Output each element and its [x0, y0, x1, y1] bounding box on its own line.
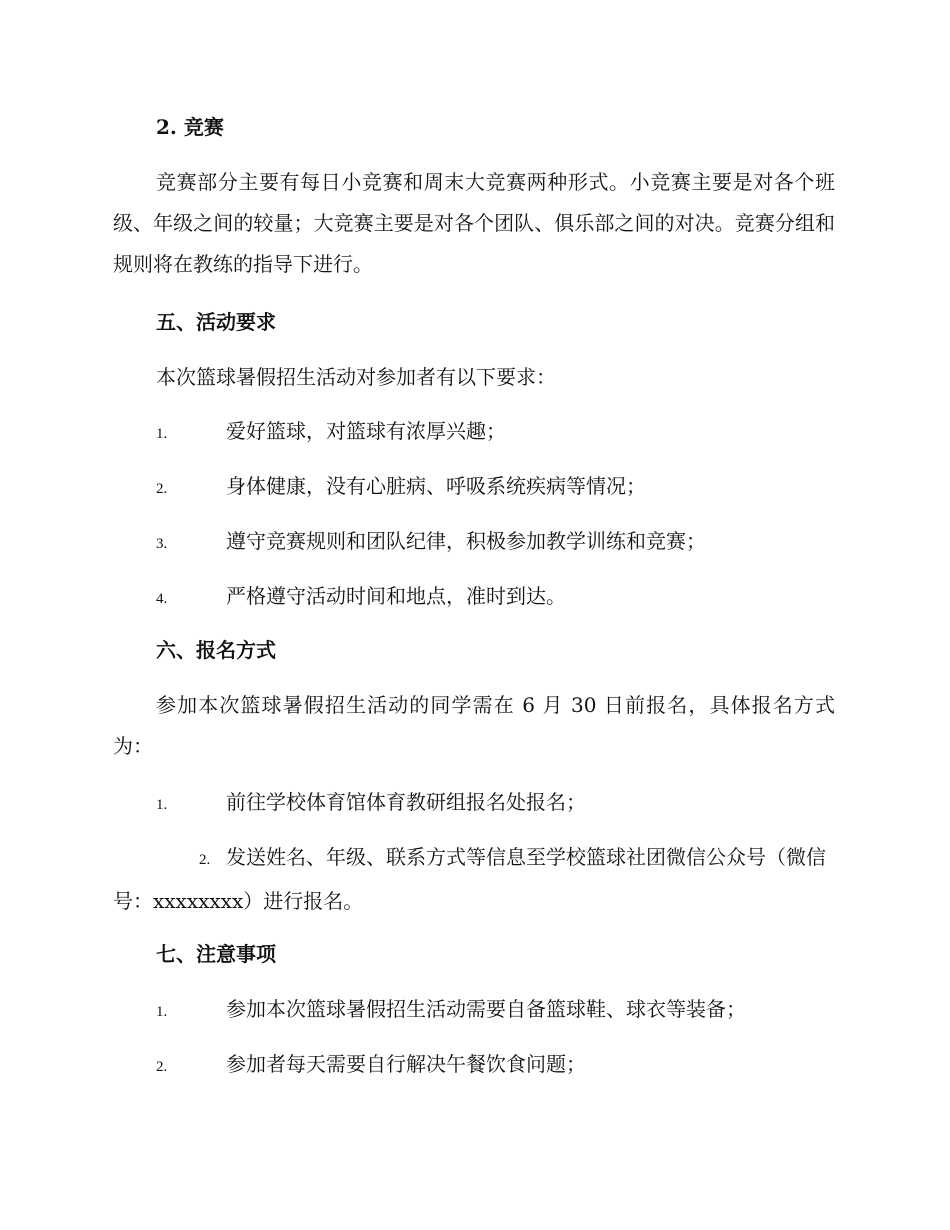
- section-heading-notes: 七、注意事项: [156, 942, 276, 966]
- list-item-text: 参加者每天需要自行解决午餐饮食问题；: [226, 1052, 586, 1076]
- list-item-number: 3.: [156, 536, 168, 552]
- list-item-text: 发送姓名、年级、联系方式等信息至学校篮球社团微信公众号（微信号：xxxxxxxx）进行报名。: [113, 845, 826, 913]
- list-item-number: 2.: [156, 1059, 168, 1075]
- list-item-text: 身体健康，没有心脏病、呼吸系统疾病等情况；: [226, 474, 646, 498]
- paragraph-requirements-intro: 本次篮球暑假招生活动对参加者有以下要求：: [156, 365, 556, 389]
- section-heading-requirements: 五、活动要求: [156, 310, 276, 334]
- section-heading-signup: 六、报名方式: [156, 638, 276, 662]
- list-item-text: 前往学校体育馆体育教研组报名处报名；: [226, 790, 586, 814]
- list-item-number: 2.: [199, 852, 211, 868]
- list-item: [156, 576, 836, 620]
- list-item-text: 参加本次篮球暑假招生活动需要自备篮球鞋、球衣等装备；: [226, 997, 746, 1021]
- list-item-text: 遵守竞赛规则和团队纪律，积极参加教学训练和竞赛；: [226, 529, 706, 553]
- list-item: [156, 411, 836, 455]
- list-item-number: 1.: [156, 426, 168, 442]
- list-item-number: 1.: [156, 797, 168, 813]
- paragraph-competition: 竞赛部分主要有每日小竞赛和周末大竞赛两种形式。小竞赛主要是对各个班级、年级之间的较量；大竞赛主要是对各个团队、俱乐部之间的对决。竞赛分组和规则将在教练的指导下进行。: [113, 170, 835, 276]
- list-item-text: 爱好篮球，对篮球有浓厚兴趣；: [226, 419, 506, 443]
- list-item: [113, 837, 836, 922]
- list-item: [156, 466, 836, 510]
- list-item-number: 4.: [156, 591, 168, 607]
- section-heading-competition: 2. 竞赛: [156, 115, 224, 139]
- list-item: [156, 521, 836, 565]
- list-item-number: 2.: [156, 481, 168, 497]
- list-item: [156, 782, 836, 826]
- paragraph-signup-intro: 参加本次篮球暑假招生活动的同学需在 6 月 30 日前报名，具体报名方式为：: [113, 693, 835, 758]
- list-item-text: 严格遵守活动时间和地点，准时到达。: [226, 584, 566, 608]
- list-item: [156, 989, 836, 1033]
- list-item-number: 1.: [156, 1004, 168, 1020]
- list-item: [156, 1044, 836, 1088]
